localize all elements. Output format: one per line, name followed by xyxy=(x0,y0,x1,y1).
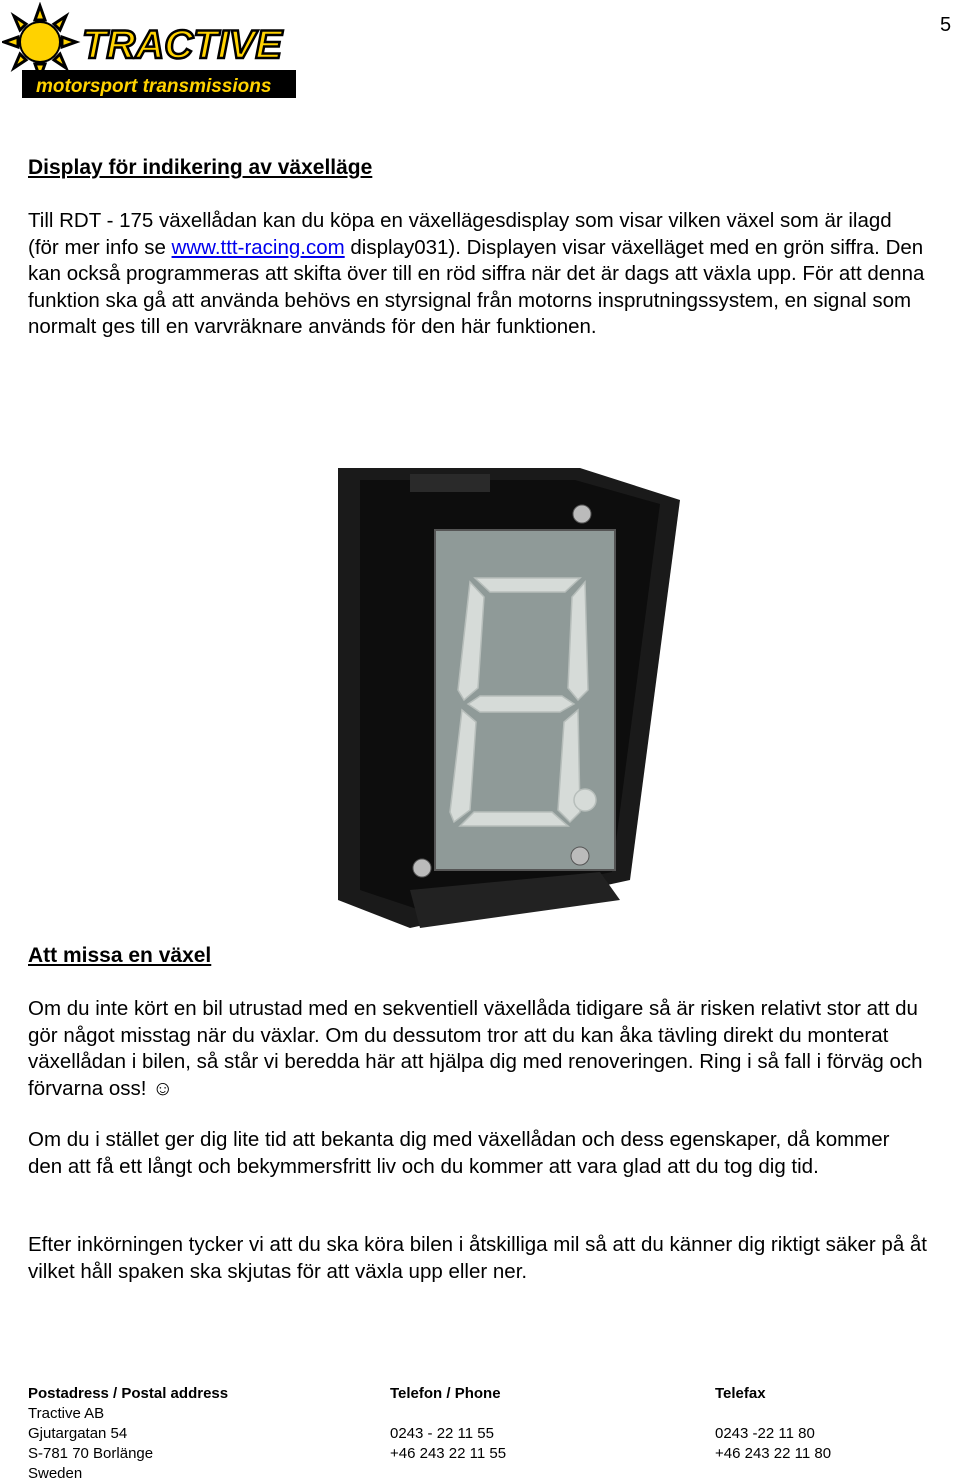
section-paragraph-3: Om du i stället ger dig lite tid att bekanta dig med växellådan och dess egenskaper, då kommer den att få ett långt och bekymmersfritt liv och du kommer att vara glad att du tog dig tid. xyxy=(28,1128,890,1178)
section-heading: Display för indikering av växelläge xyxy=(28,156,373,179)
logo-brand: TRACTIVE xyxy=(82,23,282,67)
gear-display-product-image xyxy=(330,460,680,930)
sun-icon xyxy=(4,6,76,78)
footer-fax: Telefax 0243 -22 11 80 +46 243 22 11 80 xyxy=(715,1385,832,1462)
footer-phone: Telefon / Phone 0243 - 22 11 55 +46 243 22 11 55 xyxy=(390,1385,507,1462)
section-paragraph-2: Om du inte kört en bil utrustad med en sekventiell växellåda tidigare så är risken relativt stor att du gör något misstag när du växlar. Om du dessutom tror att du kan åka tävling direkt du monterat växellådan i bilen, så står vi beredda här att hjälpa dig med renoveringen. Ring i så fall i förväg och förvarna oss! ☺ xyxy=(28,997,923,1100)
tractive-logo xyxy=(2,2,298,100)
section-heading-2: Att missa en växel xyxy=(28,944,212,967)
website-link[interactable]: www.ttt-racing.com xyxy=(171,235,345,259)
page-number: 5 xyxy=(940,14,952,36)
logo-tagline: motorsport transmissions xyxy=(36,76,272,97)
section-paragraph: Till RDT - 175 växellådan kan du köpa en växellägesdisplay som visar vilken växel som är ilagd (för mer info se www.ttt-racing.com display031). Displayen visar växelläget med en grön siffra. Den kan också programmeras att skifta över till en röd siffra när det är dags att växla upp. För att denna funktion ska gå att använda behövs en styrsignal från motorns insprutningssystem, en signal som normalt ges till en varvräknare används för den här funktionen. xyxy=(28,209,925,338)
section-paragraph-4: Efter inkörningen tycker vi att du ska köra bilen i åtskilliga mil så att du känner dig riktigt säker på åt vilket håll spaken ska skjutas för att växla upp eller ner. xyxy=(28,1233,928,1283)
footer-address: Postadress / Postal address Tractive AB Gjutargatan 54 S-781 70 Borlänge Sweden xyxy=(28,1385,229,1482)
